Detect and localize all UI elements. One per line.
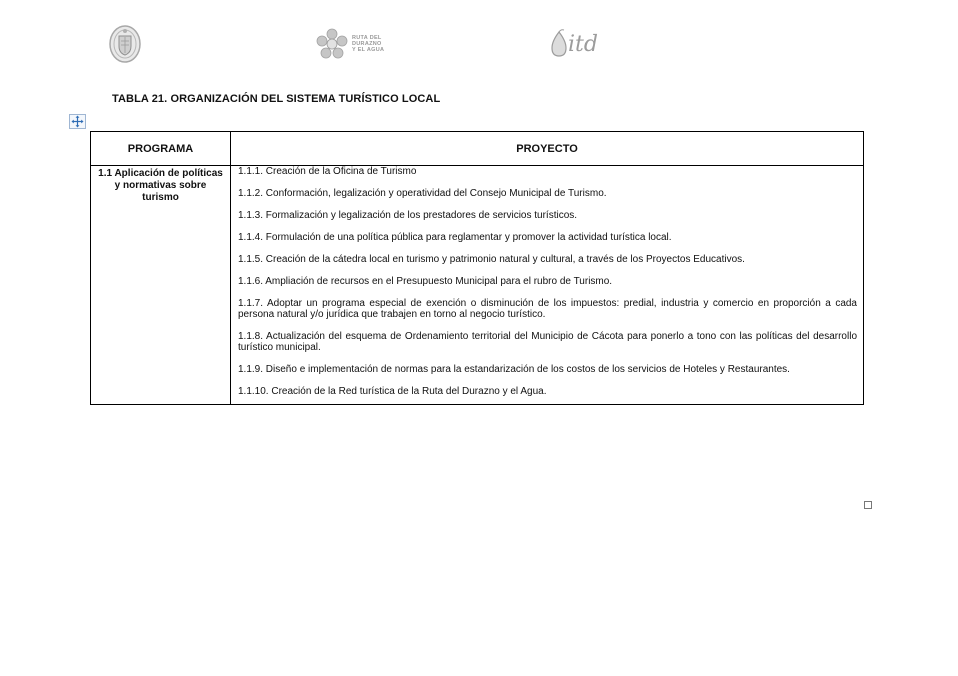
table-move-handle[interactable] (69, 114, 86, 129)
table-row (91, 166, 864, 405)
project-item: 1.1.1. Creación de la Oficina de Turismo (238, 166, 417, 177)
project-item: 1.1.3. Formalización y legalización de los prestadores de servicios turísticos. (238, 210, 578, 221)
project-item: 1.1.2. Conformación, legalización y operatividad del Consejo Municipal de Turismo. (238, 188, 607, 199)
project-item: 1.1.4. Formulación de una política pública para reglamentar y promover la actividad turística local. (238, 232, 672, 243)
organization-table (90, 131, 864, 405)
program-cell: 1.1 Aplicación de políticas y normativas sobre turismo (91, 166, 231, 405)
itd-logo (548, 26, 628, 62)
ruta-logo-line: Y EL AGUA (352, 47, 385, 53)
ruta-del-durazno-logo (316, 26, 406, 62)
itd-logo-text: itd (568, 31, 598, 57)
table-resize-handle[interactable] (864, 501, 872, 509)
header-programa: PROGRAMA (91, 132, 231, 166)
ruta-logo-text (352, 35, 384, 53)
drop-fruit-icon (548, 29, 570, 59)
project-item: 1.1.5. Creación de la cátedra local en turismo y patrimonio natural y cultural, a través de los Proyectos Educativos. (238, 254, 745, 265)
project-item: 1.1.6. Ampliación de recursos en el Presupuesto Municipal para el rubro de Turismo. (238, 276, 613, 287)
projects-cell (231, 166, 864, 405)
move-arrows-icon (71, 115, 84, 128)
project-item: 1.1.10. Creación de la Red turística de la Ruta del Durazno y el Agua. (238, 386, 547, 397)
project-item: 1.1.7. Adoptar un programa especial de exención o disminución de los impuestos: predial, industria y comercio en proporción a cada persona natural y/o jurídica que trabajen en torno al negocio turístico. (238, 298, 857, 320)
table-header-row (91, 132, 864, 166)
municipal-seal-logo (108, 24, 142, 64)
project-item: 1.1.9. Diseño e implementación de normas para la estandarización de los costos de los servicios de Hoteles y Restaurantes. (238, 364, 790, 375)
ruta-logo-line: DURAZNO (352, 41, 382, 47)
ruta-logo-line: RUTA DEL (352, 35, 382, 41)
project-item: 1.1.8. Actualización del esquema de Ordenamiento territorial del Municipio de Cácota para ponerlo a tono con las políticas del desarrollo turístico municipal. (238, 331, 857, 353)
header-proyecto: PROYECTO (231, 132, 864, 166)
peach-flower-icon (316, 28, 348, 60)
table-title: TABLA 21. ORGANIZACIÓN DEL SISTEMA TURÍSTICO LOCAL (112, 93, 441, 105)
